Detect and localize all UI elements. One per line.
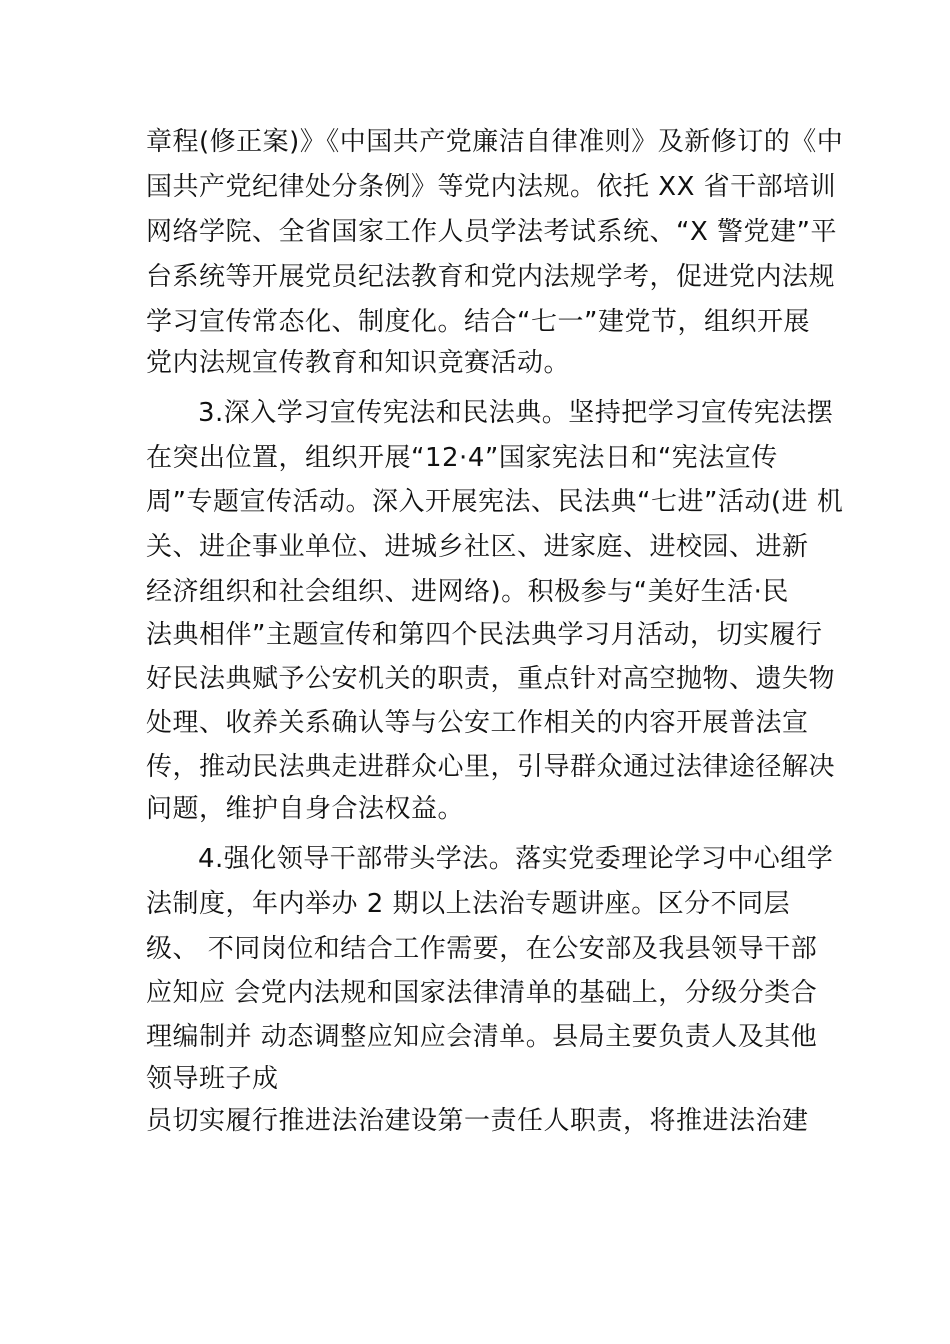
text-line: 理编制并 动态调整应知应会清单。县局主要负责人及其他 [146,1022,818,1052]
text-line: 关、进企事业单位、进城乡社区、进家庭、进校园、进新 [146,532,809,562]
text-line: 网络学院、全省国家工作人员学法考试系统、“X 警党建”平 [146,217,838,247]
text-line: 员切实履行推进法治建设第一责任人职责，将推进法治建 [146,1106,809,1136]
text-line: 应知应 会党内法规和国家法律清单的基础上，分级分类合 [146,978,818,1008]
text-line: 法典相伴”主题宣传和第四个民法典学习月活动，切实履行 [146,620,823,650]
text-line: 3.深入学习宣传宪法和民法典。坚持把学习宣传宪法摆 [198,398,834,428]
text-line: 传，推动民法典走进群众心里，引导群众通过法律途径解决 [146,752,836,782]
text-line: 经济组织和社会组织、进网络)。积极参与“美好生活·民 [146,577,789,607]
text-line: 在突出位置，组织开展“12·4”国家宪法日和“宪法宣传 [146,443,778,473]
text-line: 处理、收养关系确认等与公安工作相关的内容开展普法宣 [146,708,809,738]
text-line: 好民法典赋予公安机关的职责，重点针对高空抛物、遗失物 [146,664,836,694]
text-line: 领导班子成 [146,1064,279,1094]
text-line: 学习宣传常态化、制度化。结合“七一”建党节，组织开展 [146,307,810,337]
text-line: 周”专题宣传活动。深入开展宪法、民法典“七进”活动(进 机 [146,487,844,517]
text-line: 国共产党纪律处分条例》等党内法规。依托 XX 省干部培训 [146,172,837,202]
text-line: 章程(修正案)》《中国共产党廉洁自律准则》及新修订的《中 [146,127,844,157]
text-line: 级、 不同岗位和结合工作需要，在公安部及我县领导干部 [146,934,818,964]
text-line: 问题，维护自身合法权益。 [146,794,465,824]
text-line: 台系统等开展党员纪法教育和党内法规学考，促进党内法规 [146,262,836,292]
text-line: 党内法规宣传教育和知识竞赛活动。 [146,348,571,378]
text-line: 法制度，年内举办 2 期以上法治专题讲座。区分不同层 [146,889,791,919]
text-line: 4.强化领导干部带头学法。落实党委理论学习中心组学 [198,844,834,874]
